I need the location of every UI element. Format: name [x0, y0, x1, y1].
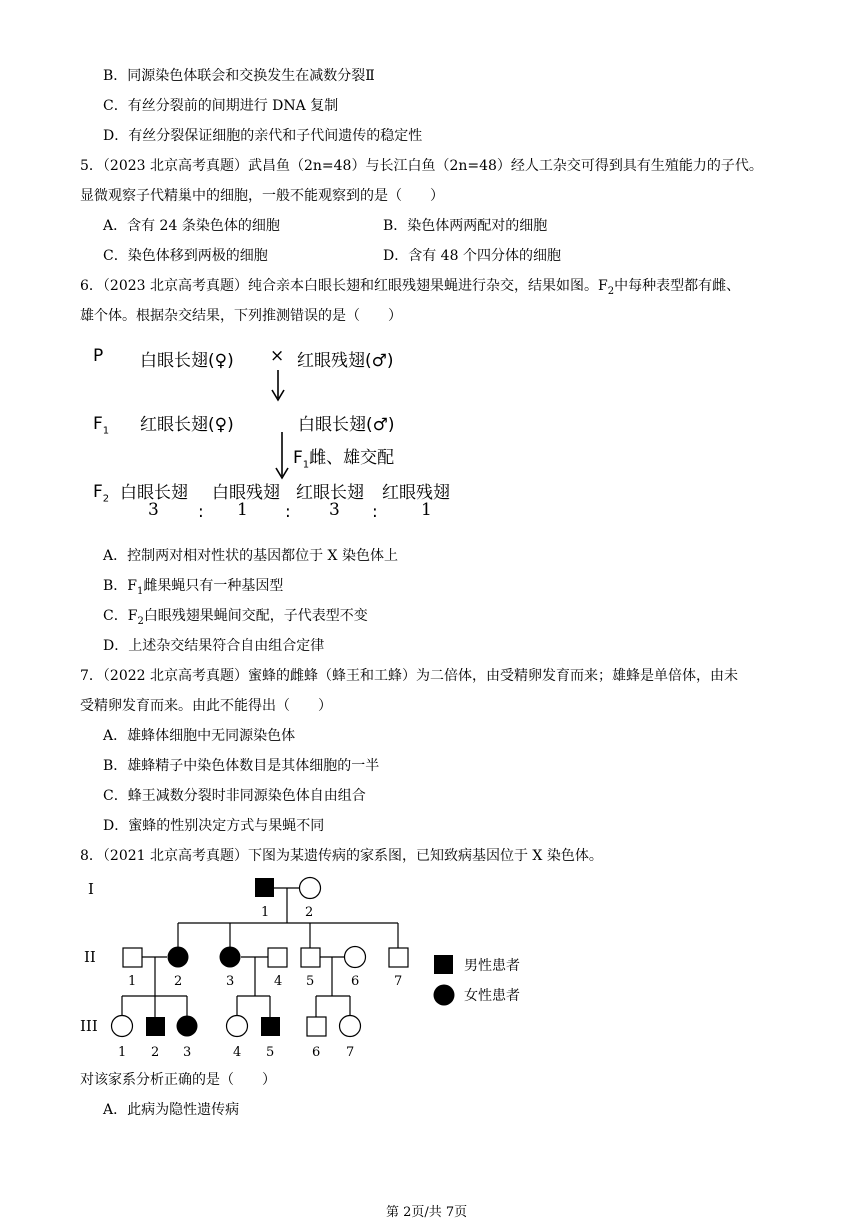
affected-female-symbol: [220, 947, 241, 968]
legend-male-icon: [434, 955, 453, 974]
unaffected-male-symbol: [301, 948, 320, 967]
unaffected-female-symbol: [112, 1016, 133, 1037]
q8-question: 对该家系分析正确的是（ ）: [80, 1072, 276, 1088]
generation-label: III: [80, 1017, 98, 1035]
q5-option-c: C．染色体移到两极的细胞: [103, 248, 268, 264]
p-female-phenotype: 白眼长翅(♀): [140, 351, 234, 371]
legend-female-icon: [434, 985, 455, 1006]
unaffected-male-symbol: [123, 948, 142, 967]
f2-phenotype: 白眼长翅: [120, 483, 188, 503]
individual-number: 6: [351, 974, 360, 989]
q6-option-c: C．$F_2$白眼残翅果蝇间交配，子代表型不变: [103, 608, 368, 627]
legend-male-label: 男性患者: [464, 958, 520, 974]
arrow-f1-to-f2-icon: [272, 430, 292, 482]
affected-male-symbol: [261, 1017, 280, 1036]
q6-option-d: D．上述杂交结果符合自由组合定律: [103, 638, 325, 654]
cross-symbol: ×: [270, 346, 285, 366]
q7-stem-line1: 7．（2022 北京高考真题）蜜蜂的雌蜂（蜂王和工蜂）为二倍体，由受精卵发育而来；雄蜂是单倍体，由未: [80, 668, 738, 684]
q5-option-a: A．含有 24 条染色体的细胞: [103, 218, 280, 234]
individual-number: 5: [266, 1045, 275, 1060]
individual-number: 2: [151, 1045, 160, 1060]
ratio-value: 3: [148, 500, 159, 520]
q6-stem-line1: 6．（2023 北京高考真题）纯合亲本白眼长翅和红眼残翅果蝇进行杂交，结果如图。$F_2$中每种表型都有雌、: [80, 278, 741, 297]
q5-stem-line2: 显微观察子代精巢中的细胞，一般不能观察到的是（ ）: [80, 188, 444, 204]
individual-number: 1: [128, 974, 137, 989]
q4-option-b: B．同源染色体联会和交换发生在减数分裂Ⅱ: [103, 68, 375, 84]
q7-option-b: B．雄蜂精子中染色体数目是其体细胞的一半: [103, 758, 380, 774]
ratio-value: 1: [421, 500, 432, 520]
ratio-separator: :: [285, 502, 291, 522]
q7-option-d: D．蜜蜂的性别决定方式与果蝇不同: [103, 818, 325, 834]
affected-female-symbol: [177, 1016, 198, 1037]
q7-option-a: A．雄蜂体细胞中无同源染色体: [103, 728, 296, 744]
ratio-value: 3: [329, 500, 340, 520]
f1-male-phenotype: 白眼长翅(♂): [298, 415, 395, 435]
unaffected-male-symbol: [307, 1017, 326, 1036]
pedigree-chart: [70, 870, 550, 1070]
q6-option-a: A．控制两对相对性状的基因都位于 X 染色体上: [103, 548, 398, 564]
f2-generation-label: $F_2$: [93, 482, 110, 505]
q5-option-d: D．含有 48 个四分体的细胞: [383, 248, 561, 264]
f1-female-phenotype: 红眼长翅(♀): [140, 415, 234, 435]
individual-number: 7: [346, 1045, 355, 1060]
affected-male-symbol: [255, 878, 274, 897]
individual-number: 5: [306, 974, 315, 989]
ratio-separator: :: [372, 502, 378, 522]
arrow-p-to-f1-icon: [268, 368, 288, 404]
affected-female-symbol: [168, 947, 189, 968]
affected-male-symbol: [146, 1017, 165, 1036]
individual-number: 7: [394, 974, 403, 989]
individual-number: 4: [274, 974, 283, 989]
ratio-separator: :: [198, 502, 204, 522]
q4-option-d: D．有丝分裂保证细胞的亲代和子代间遗传的稳定性: [103, 128, 423, 144]
unaffected-female-symbol: [300, 878, 321, 899]
page-footer: 第 2页/共 7页: [386, 1205, 468, 1220]
individual-number: 3: [226, 974, 235, 989]
individual-number: 2: [305, 905, 314, 920]
f2-phenotype: 红眼长翅: [296, 483, 364, 503]
unaffected-male-symbol: [268, 948, 287, 967]
unaffected-male-symbol: [389, 948, 408, 967]
individual-number: 3: [183, 1045, 192, 1060]
p-male-phenotype: 红眼残翅(♂): [297, 351, 394, 371]
unaffected-female-symbol: [345, 947, 366, 968]
p-generation-label: P: [93, 346, 104, 366]
individual-number: 4: [233, 1045, 242, 1060]
q6-option-b: B．$F_1$雌果蝇只有一种基因型: [103, 578, 284, 597]
q5-stem-line1: 5．（2023 北京高考真题）武昌鱼（2n=48）与长江白鱼（2n=48）经人工杂交可得到具有生殖能力的子代。: [80, 158, 763, 174]
generation-label: I: [88, 880, 94, 898]
f2-phenotype: 白眼残翅: [212, 483, 280, 503]
ratio-value: 1: [237, 500, 248, 520]
unaffected-female-symbol: [340, 1016, 361, 1037]
individual-number: 6: [312, 1045, 321, 1060]
unaffected-female-symbol: [227, 1016, 248, 1037]
q5-option-b: B．染色体两两配对的细胞: [383, 218, 548, 234]
individual-number: 2: [174, 974, 183, 989]
q8-option-a: A．此病为隐性遗传病: [103, 1102, 240, 1118]
q4-option-c: C．有丝分裂前的间期进行 DNA 复制: [103, 98, 339, 114]
individual-number: 1: [261, 905, 270, 920]
q7-option-c: C．蜂王减数分裂时非同源染色体自由组合: [103, 788, 366, 804]
f2-phenotype: 红眼残翅: [382, 483, 450, 503]
f1-mating-label: $F_1$雌、雄交配: [293, 448, 395, 471]
q7-stem-line2: 受精卵发育而来。由此不能得出（ ）: [80, 698, 332, 714]
q8-stem: 8．（2021 北京高考真题）下图为某遗传病的家系图，已知致病基因位于 X 染色体。: [80, 848, 603, 864]
individual-number: 1: [118, 1045, 127, 1060]
q6-stem-line2: 雄个体。根据杂交结果，下列推测错误的是（ ）: [80, 308, 402, 324]
f1-generation-label: $F_1$: [93, 414, 110, 437]
generation-label: II: [84, 948, 96, 966]
legend-female-label: 女性患者: [464, 988, 520, 1004]
